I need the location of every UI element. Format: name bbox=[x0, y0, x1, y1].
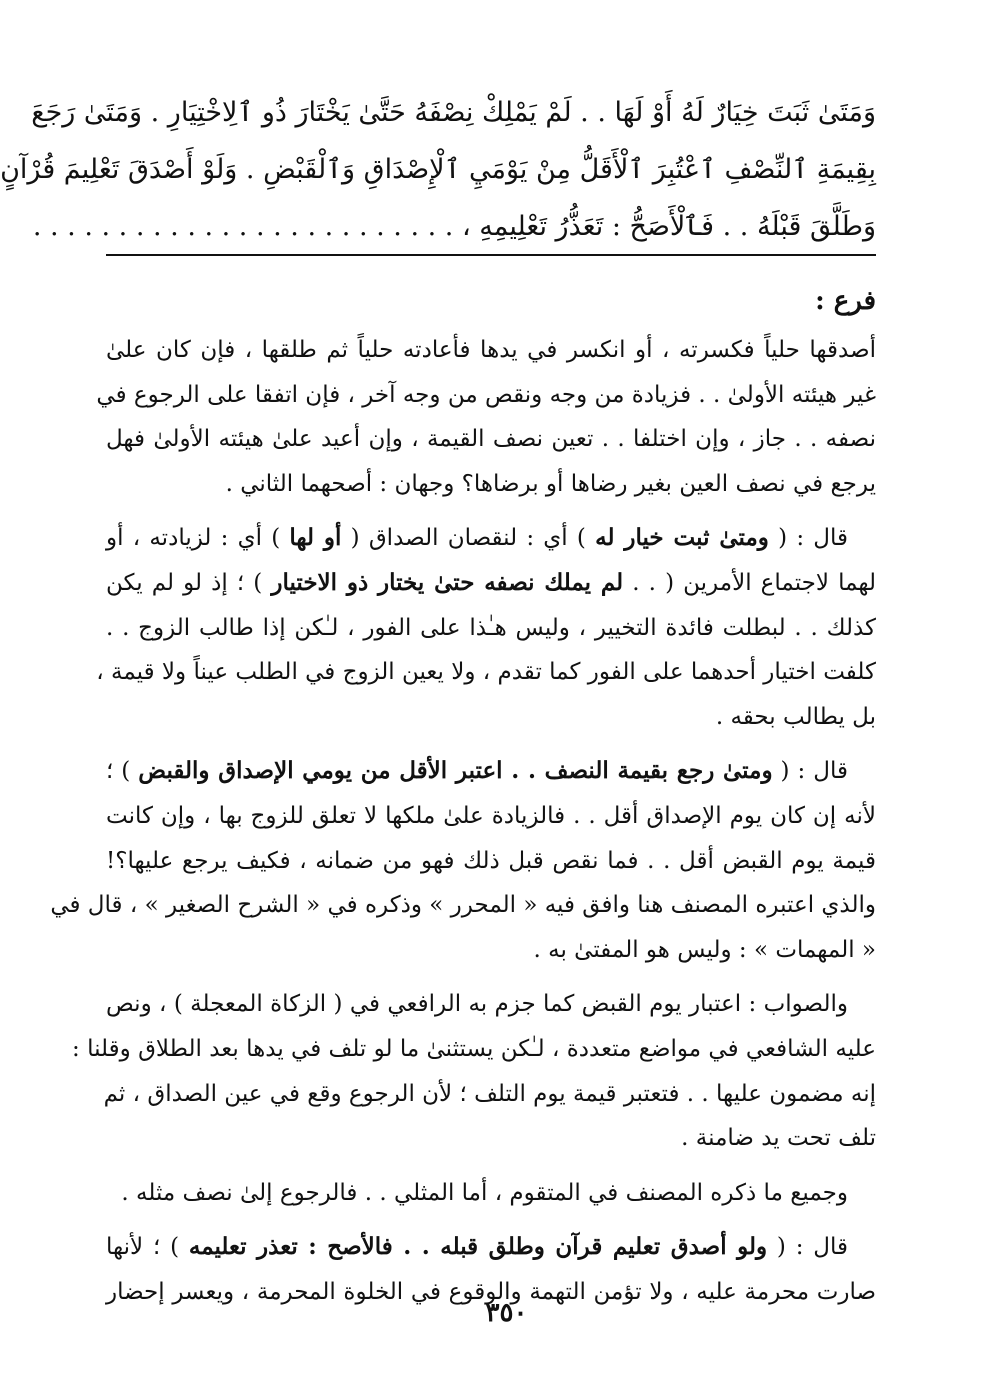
quoted-matn: ولو أصدق تعليم قرآن وطلق قبله . . فالأصح : تعذر تعليمه bbox=[188, 1233, 768, 1261]
page-number: ٣٥٠ bbox=[485, 1298, 528, 1328]
text-line: قيمة يوم القبض أقل . . فما نقص قبل ذلك فهو من ضمانه ، فكيف يرجع عليها؟! bbox=[106, 847, 876, 874]
text-line: غير هيئته الأولىٰ . . فزيادة من وجه ونقص من وجه آخر ، فإن اتفقا على الرجوع في bbox=[96, 381, 876, 408]
text-line: والصواب : اعتبار يوم القبض كما جزم به الرافعي في ( الزكاة المعجلة ) ، ونص bbox=[106, 991, 848, 1018]
paragraph-khiyar bbox=[96, 516, 876, 739]
text-line: تلف تحت يد ضامنة . bbox=[681, 1125, 876, 1152]
section-heading: فرع : bbox=[815, 286, 876, 316]
commentary-block bbox=[50, 276, 876, 1324]
quoted-matn: أو لها bbox=[289, 524, 342, 552]
main-text-block bbox=[0, 84, 876, 255]
text-line: لهما لاجتماع الأمرين ( . . لم يملك نصفه حتىٰ يختار ذو الاختيار ) ؛ إذ لو لم يكن bbox=[106, 568, 876, 596]
text-line: أصدقها حلياً فكسرته ، أو انكسر في يدها فأعادته حلياً ثم طلقها ، فإن كان علىٰ bbox=[106, 337, 876, 363]
text-line: عليه الشافعي في مواضع متعددة ، لـٰكن يستثنىٰ ما لو تلف في يدها بعد الطلاق وقلنا : bbox=[72, 1035, 876, 1062]
main-text-line: وَطَلَّقَ قَبْلَهُ . . فَٱلْأَصَحُّ : تَعَذُّرُ تَعْلِيمِهِ ، . . . . . . . . . . . . . . . . . . . . . . . . . bbox=[32, 211, 876, 242]
text-line: والذي اعتبره المصنف هنا وافق فيه « المحرر » وذكره في « الشرح الصغير » ، قال في bbox=[50, 892, 876, 919]
text-line: قال : ( ومتىٰ رجع بقيمة النصف . . اعتبر الأقل من يومي الإصداق والقبض ) ؛ bbox=[106, 757, 848, 785]
paragraph-mithli bbox=[106, 1171, 876, 1216]
quoted-matn: ومتىٰ رجع بقيمة النصف . . اعتبر الأقل من يومي الإصداق والقبض bbox=[138, 757, 773, 785]
text-line: إنه مضمون عليها . . فتعتبر قيمة يوم التلف ؛ لأن الرجوع وقع في عين الصداق ، ثم bbox=[103, 1080, 876, 1107]
text-line: نصفه . . جاز ، وإن اختلفا . . تعين نصف القيمة ، وإن أعيد علىٰ هيئته الأولىٰ فهل bbox=[106, 426, 876, 453]
text-line: صارت محرمة عليه ، ولا تؤمن التهمة والوقوع في الخلوة المحرمة ، ويعسر إحضار bbox=[106, 1278, 876, 1305]
separator-line bbox=[106, 254, 876, 256]
text-line: وجميع ما ذكره المصنف في المتقوم ، أما المثلي . . فالرجوع إلىٰ نصف مثله . bbox=[121, 1179, 848, 1206]
text-line: كلفت اختيار أحدهما على الفور كما تقدم ، ولا يعين الزوج في الطلب عيناً ولا قيمة ، bbox=[96, 659, 876, 686]
text-line: بل يطالب بحقه . bbox=[715, 703, 876, 730]
paragraph-sawab bbox=[72, 982, 876, 1160]
text-line: قال : ( ومتىٰ ثبت خيار له ) أي : لنقصان الصداق ( أو لها ) أي : لزيادته ، أو bbox=[106, 524, 848, 552]
main-text-line: بِقِيمَةِ ٱلنِّصْفِ ٱعْتُبِرَ ٱلْأَقَلُّ مِنْ يَوْمَيِ ٱلْإِصْدَاقِ وَٱلْقَبْضِ . وَلَوْ أَصْدَقَ تَعْلِيمَ قُرْآنٍ bbox=[0, 154, 876, 185]
text-line: « المهمات » : وليس هو المفتىٰ به . bbox=[533, 936, 876, 963]
main-text-line: وَمَتَىٰ ثَبَتَ خِيَارٌ لَهُ أَوْ لَهَا . . لَمْ يَمْلِكْ نِصْفَهُ حَتَّىٰ يَخْتَارَ ذُو ٱلِاخْتِيَارِ . وَمَتَىٰ رَجَعَ bbox=[31, 97, 876, 128]
text-line: لأنه إن كان يوم الإصداق أقل . . فالزيادة علىٰ ملكها لا تعلق للزوج بها ، وإن كانت bbox=[106, 802, 876, 829]
quoted-matn: ومتىٰ ثبت خيار له bbox=[595, 524, 769, 552]
paragraph-qima bbox=[50, 749, 876, 972]
text-line: كذلك . . لبطلت فائدة التخيير ، وليس هـٰذا على الفور ، لـٰكن إذا طالب الزوج . . bbox=[106, 614, 876, 641]
quoted-matn: لم يملك نصفه حتىٰ يختار ذو الاختيار bbox=[271, 568, 624, 596]
text-line: يرجع في نصف العين بغير رضاها أو برضاها؟ وجهان : أصحهما الثاني . bbox=[225, 470, 876, 497]
text-line: قال : ( ولو أصدق تعليم قرآن وطلق قبله . . فالأصح : تعذر تعليمه ) ؛ لأنها bbox=[106, 1233, 848, 1261]
paragraph-far bbox=[96, 328, 876, 506]
